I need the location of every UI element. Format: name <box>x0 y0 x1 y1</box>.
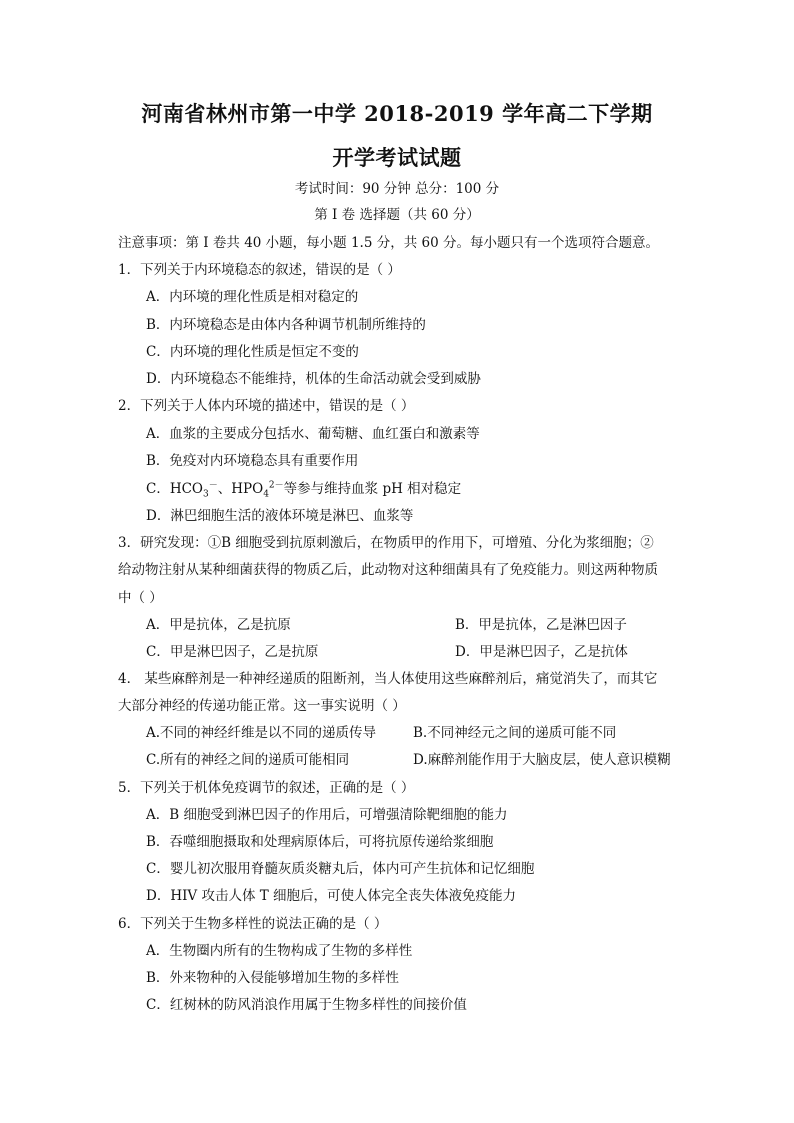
question-3-option-a: A．甲是抗体，乙是抗原 <box>146 617 291 633</box>
question-4-option-d: D.麻醉剂能作用于大脑皮层，使人意识模糊 <box>413 752 671 768</box>
question-3-option-c: C．甲是淋巴因子，乙是抗原 <box>146 644 319 660</box>
question-2-option-c <box>146 480 461 498</box>
exam-info: 考试时间：90 分钟 总分：100 分 <box>294 181 500 197</box>
question-1-stem: 1．下列关于内环境稳态的叙述，错误的是（ ） <box>118 262 401 278</box>
section-heading: 第 I 卷 选择题（共 60 分） <box>314 207 480 223</box>
question-3-option-d: D．甲是淋巴因子，乙是抗体 <box>455 644 628 660</box>
question-5-option-b: B．吞噬细胞摄取和处理病原体后，可将抗原传递给浆细胞 <box>146 834 494 850</box>
subscript-4: 4 <box>263 489 269 500</box>
question-4-option-a: A.不同的神经纤维是以不同的递质传导 <box>146 725 377 741</box>
question-5-option-a: A．B 细胞受到淋巴因子的作用后，可增强清除靶细胞的能力 <box>146 807 508 823</box>
question-2-option-d: D．淋巴细胞生活的液体环境是淋巴、血浆等 <box>146 508 414 524</box>
question-6-stem: 6．下列关于生物多样性的说法正确的是（ ） <box>118 916 388 932</box>
question-3-stem-line1: 3．研究发现：①B 细胞受到抗原刺激后，在物质甲的作用下，可增殖、分化为浆细胞；② <box>118 535 654 551</box>
question-4-stem-line1: 4． 某些麻醉剂是一种神经递质的阻断剂，当人体使用这些麻醉剂后，痛觉消失了，而其它 <box>118 671 658 687</box>
question-6-option-c: C．红树林的防风消浪作用属于生物多样性的间接价值 <box>146 997 467 1013</box>
question-3-stem-line2: 给动物注射从某种细菌获得的物质乙后，此动物对这种细菌具有了免疫能力。则这两种物质 <box>118 562 658 578</box>
question-1-option-a: A．内环境的理化性质是相对稳定的 <box>146 289 359 305</box>
exam-title-line2: 开学考试试题 <box>332 145 462 170</box>
question-6-option-b: B．外来物种的入侵能够增加生物的多样性 <box>146 970 399 986</box>
option-c-text-3: 等参与维持血浆 pH 相对稳定 <box>283 481 462 497</box>
question-3-stem-line3: 中（ ） <box>118 590 163 606</box>
exam-title-line1: 河南省林州市第一中学 2018-2019 学年高二下学期 <box>141 101 653 126</box>
question-1-option-c: C．内环境的理化性质是恒定不变的 <box>146 344 359 360</box>
question-1-option-d: D．内环境稳态不能维持，机体的生命活动就会受到威胁 <box>146 371 481 387</box>
option-c-text-1: C．HCO <box>146 481 203 497</box>
question-5-stem: 5．下列关于机体免疫调节的叙述，正确的是（ ） <box>118 780 415 796</box>
question-1-option-b: B．内环境稳态是由体内各种调节机制所维持的 <box>146 317 426 333</box>
question-4-option-c: C.所有的神经之间的递质可能相同 <box>146 752 350 768</box>
question-4-option-b: B.不同神经元之间的递质可能不同 <box>413 725 617 741</box>
question-5-option-c: C．婴儿初次服用脊髓灰质炎糖丸后，体内可产生抗体和记忆细胞 <box>146 861 535 877</box>
question-2-option-b: B．免疫对内环境稳态具有重要作用 <box>146 453 359 469</box>
question-4-stem-line2: 大部分神经的传递功能正常。这一事实说明（ ） <box>118 698 406 714</box>
superscript-minus: － <box>208 480 218 491</box>
subscript-3: 3 <box>203 489 209 500</box>
superscript-2minus: 2－ <box>268 480 284 491</box>
question-3-option-b: B．甲是抗体，乙是淋巴因子 <box>455 617 627 633</box>
question-6-option-a: A．生物圈内所有的生物构成了生物的多样性 <box>146 943 413 959</box>
question-2-option-a: A．血浆的主要成分包括水、葡萄糖、血红蛋白和激素等 <box>146 426 480 442</box>
question-2-stem: 2．下列关于人体内环境的描述中，错误的是（ ） <box>118 398 415 414</box>
exam-notice: 注意事项：第 I 卷共 40 小题，每小题 1.5 分，共 60 分。每小题只有一个选项符合题意。 <box>118 235 659 251</box>
option-c-text-2: 、HPO <box>217 481 264 497</box>
question-5-option-d: D．HIV 攻击人体 T 细胞后，可使人体完全丧失体液免疫能力 <box>146 888 517 904</box>
